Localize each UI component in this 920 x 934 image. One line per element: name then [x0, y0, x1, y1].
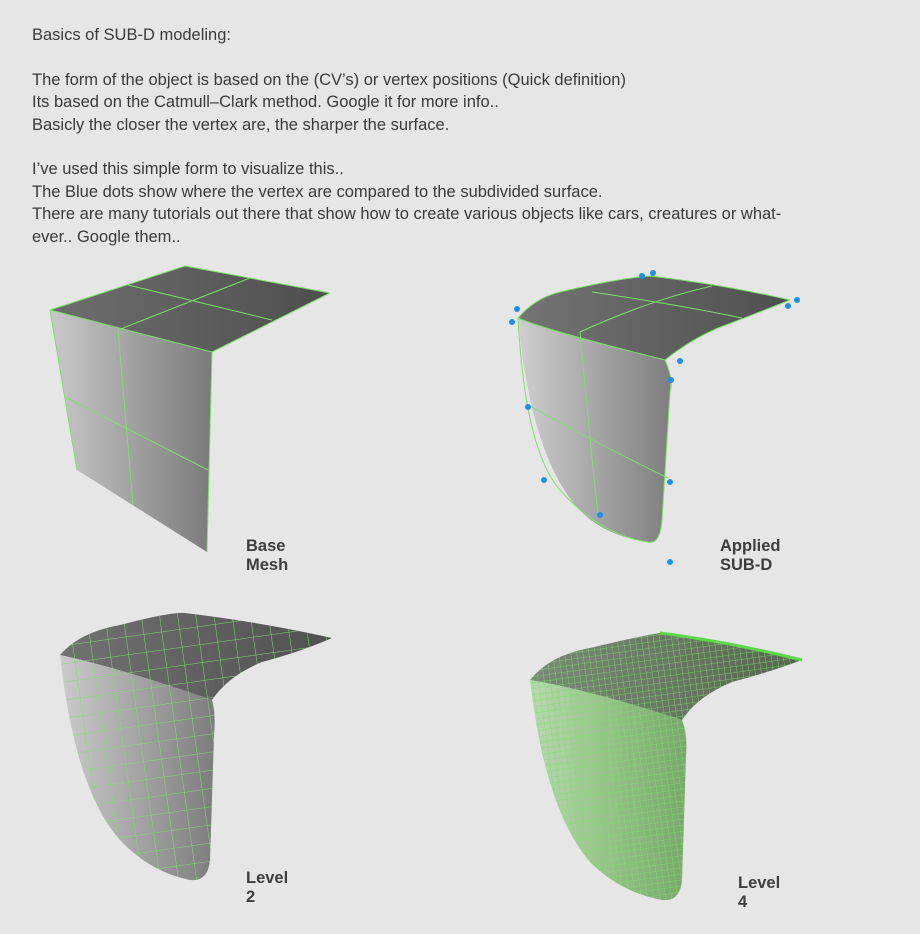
level2-shape: [60, 613, 332, 880]
vertex-dot: [668, 377, 674, 383]
intro-line: There are many tutorials out there that show how to create various objects like cars, creatures or what-: [32, 205, 782, 223]
intro-line: I’ve used this simple form to visualize this..: [32, 160, 344, 178]
vertex-dot: [525, 404, 531, 410]
vertex-dots: [509, 270, 800, 565]
intro-heading: Basics of SUB-D modeling:: [32, 26, 231, 44]
vertex-dot: [785, 303, 791, 309]
intro-line: The form of the object is based on the (CV’s) or vertex positions (Quick definition): [32, 70, 626, 89]
base-mesh-label: Base Mesh: [246, 537, 289, 574]
vertex-dot: [667, 559, 673, 565]
applied-subd-wire: [518, 276, 790, 542]
applied-subd-front: [518, 318, 670, 542]
level2-label: Level 2: [246, 869, 289, 906]
intro-line: Basicly the closer the vertex are, the sharper the surface.: [32, 115, 450, 134]
vertex-dot: [541, 477, 547, 483]
applied-subd-label: Applied SUB-D: [720, 537, 781, 574]
base-mesh-front: [50, 310, 212, 552]
level4-label: Level 4: [738, 874, 781, 911]
applied-subd-shape: [509, 270, 800, 565]
vertex-dot: [650, 270, 656, 276]
applied-subd-top: [518, 276, 790, 360]
intro-text: [32, 24, 882, 248]
intro-line: Its based on the Catmull–Clark method. Google it for more info..: [32, 93, 499, 111]
vertex-dot: [514, 306, 520, 312]
intro-line: ever.. Google them..: [32, 227, 181, 246]
vertex-dot: [509, 319, 515, 325]
base-mesh-shape: [50, 266, 330, 552]
vertex-dot: [639, 273, 645, 279]
intro-line: The Blue dots show where the vertex are compared to the subdivided surface.: [32, 182, 603, 201]
level4-shape: [530, 633, 802, 900]
vertex-dot: [677, 358, 683, 364]
base-mesh-top: [50, 266, 330, 352]
base-mesh-wire: [50, 266, 330, 552]
vertex-dot: [597, 512, 603, 518]
vertex-dot: [667, 479, 673, 485]
vertex-dot: [794, 297, 800, 303]
